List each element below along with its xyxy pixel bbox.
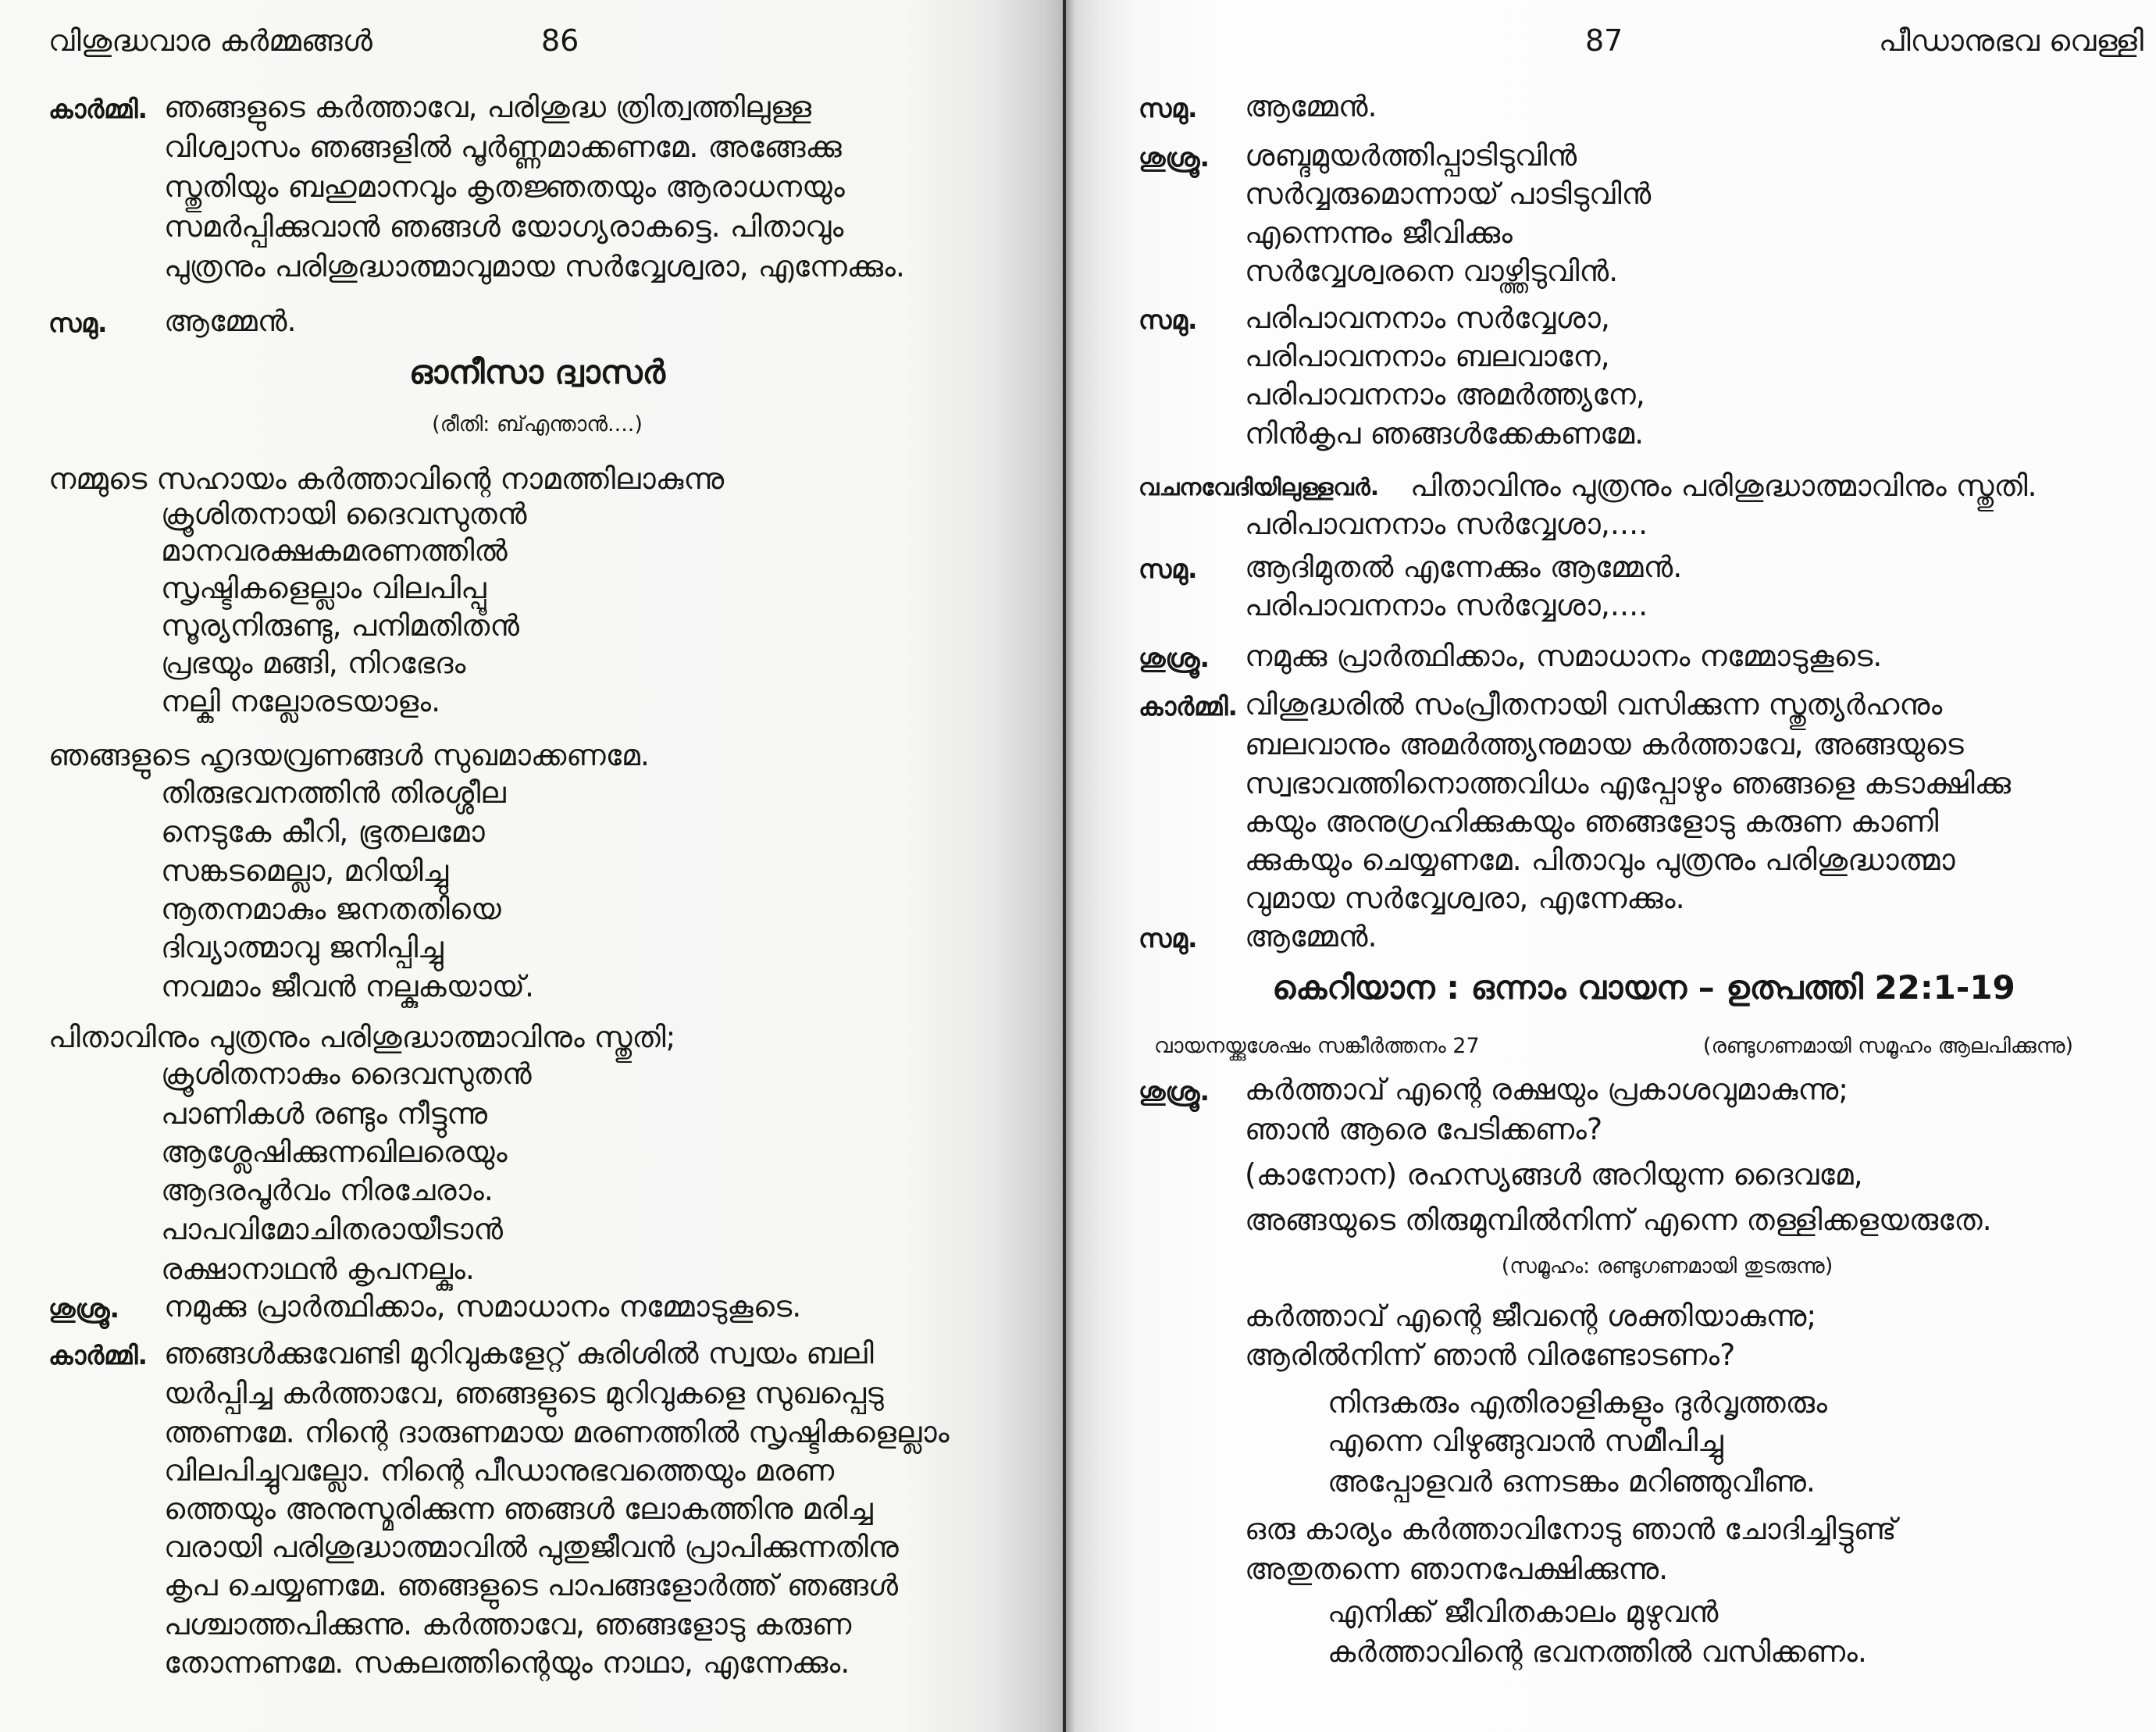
response-line: ആമ്മേൻ. [1245, 919, 1377, 953]
speaker-label-congregation: സമു. [1139, 305, 1198, 335]
psalm-line: കർത്താവിന്റെ ഭവനത്തിൽ വസിക്കണം. [1327, 1634, 1867, 1669]
hymn-line: സങ്കടമെല്ലാ, മറിയിച്ചു [161, 854, 449, 888]
chant-line: പരിപാവനനാം സർവ്വേശാ,.... [1245, 507, 1648, 541]
prayer-line: വരായി പരിശുദ്ധാത്മാവിൽ പുതുജീവൻ പ്രാപിക്കുന്നതിനു [164, 1530, 899, 1564]
hymn-line: നെടുകേ കീറി, ഭൂതലമോ [161, 814, 485, 849]
hymn-line: ക്രൂശിതനായി ദൈവസുതൻ [161, 497, 527, 531]
prayer-line: ത്തെയും അനുസ്മരിക്കുന്ന ഞങ്ങൾ ലോകത്തിനു മരിച്ച [164, 1491, 873, 1526]
page-number-right: 87 [1585, 23, 1623, 58]
psalm-line: കർത്താവ് എന്റെ ജീവന്റെ ശക്തിയാകുന്നു; [1245, 1299, 1817, 1333]
hymn-refrain: ഞങ്ങളുടെ ഹൃദയവ്രണങ്ങൾ സുഖമാക്കണമേ. [48, 738, 650, 772]
chant-line: പരിപാവനനാം ബലവാനേ, [1245, 339, 1610, 373]
prayer-line: സമർപ്പിക്കുവാൻ ഞങ്ങൾ യോഗ്യരാകട്ടെ. പിതാവും [164, 209, 844, 244]
prayer-line: ഞങ്ങളുടെ കർത്താവേ, പരിശുദ്ധ ത്രിത്വത്തിലുള്ള [164, 90, 812, 124]
chant-line: പരിപാവനനാം അമർത്ത്യനേ, [1245, 377, 1645, 412]
prayer-line: ഞങ്ങൾക്കുവേണ്ടി മുറിവുകളേറ്റ് കുരിശിൽ സ്വയം ബലി [164, 1336, 874, 1370]
psalm-line: ആരിൽനിന്ന് ഞാൻ വിരണ്ടോടണം? [1245, 1338, 1736, 1372]
hymn-line: ആശ്ലേഷിക്കുന്നഖിലരെയും [161, 1135, 508, 1169]
prayer-line: വിശുദ്ധരിൽ സംപ്രീതനായി വസിക്കുന്ന സ്തുത്യർഹനും [1245, 687, 1943, 722]
hymn-line: രക്ഷാനാഥൻ കൃപനല്കും. [161, 1252, 475, 1286]
speaker-label-congregation: സമു. [1139, 923, 1198, 953]
psalm-line: എന്നെ വിഴുങ്ങുവാൻ സമീപിച്ചു [1327, 1424, 1723, 1458]
prayer-line: വിശ്വാസം ഞങ്ങളിൽ പൂർണ്ണമാക്കണമേ. അങ്ങേക്കു [164, 130, 842, 164]
speaker-label-congregation: സമു. [1139, 554, 1198, 584]
hymn-line: നൂതനമാകും ജനതതിയെ [161, 892, 501, 926]
chant-line: പിതാവിനും പുത്രനും പരിശുദ്ധാത്മാവിനും സ്തുതി. [1410, 469, 2037, 503]
prayer-line: വിലപിച്ചുവല്ലോ. നിന്റെ പീഡാനുഭവത്തെയും മരണ [164, 1453, 835, 1488]
psalm-line: അപ്പോളവർ ഒന്നടങ്കം മറിഞ്ഞുവീണു. [1327, 1464, 1816, 1499]
speaker-label-deacon: ശുശ്രൂ. [1139, 1076, 1210, 1107]
speaker-label-lectern: വചനവേദിയിലുള്ളവർ. [1139, 474, 1380, 501]
psalm-note: വായനയ്ക്കുശേഷം സങ്കീർത്തനം 27 [1154, 1034, 1480, 1058]
chant-line: സർവ്വരുമൊന്നായ് പാടിടുവിൻ [1245, 176, 1652, 211]
continuation-note: (സമൂഹം: രണ്ടുഗണമായി തുടരുന്നു) [1501, 1254, 1833, 1278]
response-line: ആമ്മേൻ. [1245, 89, 1377, 123]
prayer-line: യർപ്പിച്ച കർത്താവേ, ഞങ്ങളുടെ മുറിവുകളെ സുഖപ്പെടു [164, 1376, 884, 1410]
prayer-line: ത്തണമേ. നിന്റെ ദാരുണമായ മരണത്തിൽ സൃഷ്ടികളെല്ലാം [164, 1415, 950, 1449]
hymn-line: പ്രഭയും മങ്ങി, നിറഭേദം [161, 646, 466, 680]
hymn-line: ആദരപൂർവം നിരചേരാം. [161, 1173, 494, 1207]
speaker-label-celebrant: കാർമ്മി. [1139, 691, 1238, 722]
prayer-line: വുമായ സർവ്വേശ്വരാ, എന്നേക്കും. [1245, 881, 1685, 915]
chant-line: പരിപാവനനാം സർവ്വേശാ,.... [1245, 588, 1648, 622]
reading-title: കെറിയാന : ഒന്നാം വായന – ഉത്പത്തി 22:1-19 [1272, 968, 2015, 1007]
chant-line: സർവ്വേശ്വരനെ വാഴ്ത്തിടുവിൻ. [1245, 254, 1619, 288]
hymn-line: തിരുഭവനത്തിൻ തിരശ്ശീല [161, 775, 506, 810]
hymn-refrain: നമ്മുടെ സഹായം കർത്താവിന്റെ നാമത്തിലാകുന്നു [48, 462, 725, 496]
psalm-line: നിന്ദകരും എതിരാളികളും ദുർവൃത്തരും [1327, 1385, 1827, 1420]
psalm-instruction: (രണ്ടുഗണമായി സമൂഹം ആലപിക്കുന്നു) [1702, 1034, 2073, 1058]
speaker-label-congregation: സമു. [48, 308, 108, 338]
chant-line: പരിപാവനനാം സർവ്വേശാ, [1245, 301, 1610, 335]
page-number-left: 86 [541, 23, 579, 58]
hymn-refrain: പിതാവിനും പുത്രനും പരിശുദ്ധാത്മാവിനും സ്തുതി; [48, 1020, 676, 1054]
psalm-line: കർത്താവ് എന്റെ രക്ഷയും പ്രകാശവുമാകുന്നു; [1245, 1072, 1849, 1107]
prayer-line: ക്കുകയും ചെയ്യണമേ. പിതാവും പുത്രനും പരിശുദ്ധാത്മാ [1245, 843, 1955, 877]
response-line: ആമ്മേൻ. [164, 304, 297, 338]
hymn-tune: (രീതി: ബ്എന്താൻ....) [432, 412, 643, 437]
running-header-left: വിശുദ്ധവാര കർമ്മങ്ങൾ [48, 23, 372, 58]
speaker-label-deacon: ശുശ്രൂ. [48, 1293, 120, 1324]
psalm-line: ഒരു കാര്യം കർത്താവിനോടു ഞാൻ ചോദിച്ചിട്ടുണ്ട് [1245, 1512, 1897, 1546]
prayer-line: കൃപ ചെയ്യണമേ. ഞങ്ങളുടെ പാപങ്ങളോർത്ത് ഞങ്ങൾ [164, 1568, 899, 1602]
prayer-line: സ്വഭാവത്തിനൊത്തവിധം എപ്പോഴും ഞങ്ങളെ കടാക്ഷിക്കു [1245, 766, 2011, 800]
psalm-line: അങ്ങയുടെ തിരുമുമ്പിൽനിന്ന് എന്നെ തള്ളിക്കളയരുതേ. [1245, 1203, 1992, 1237]
hymn-line: ക്രൂശിതനാകും ദൈവസുതൻ [161, 1057, 532, 1091]
psalm-line: അതുതന്നെ ഞാനപേക്ഷിക്കുന്നു. [1245, 1552, 1669, 1586]
hymn-line: മാനവരക്ഷകമരണത്തിൽ [161, 533, 508, 568]
chant-line: എന്നെന്നും ജീവിക്കും [1245, 216, 1513, 250]
hymn-line: സൂര്യനിരുണ്ടു, പനിമതിതൻ [161, 608, 519, 643]
prayer-line: ബലവാനും അമർത്ത്യനുമായ കർത്താവേ, അങ്ങയുടെ [1245, 727, 1964, 761]
prayer-line: പശ്ചാത്തപിക്കുന്നു. കർത്താവേ, ഞങ്ങളോടു കരുണ [164, 1607, 852, 1641]
running-header-right: പീഡാനുഭവ വെള്ളി [1878, 23, 2144, 58]
prayer-line: തോന്നണമേ. സകലത്തിന്റെയും നാഥാ, എന്നേക്കും. [164, 1645, 850, 1680]
hymn-line: നല്കി നല്ലോരടയാളം. [161, 684, 441, 718]
prayer-line: നമുക്കു പ്രാർത്ഥിക്കാം, സമാധാനം നമ്മോടുകൂടെ. [1245, 639, 1883, 673]
hymn-line: ദിവ്യാത്മാവു ജനിപ്പിച്ചു [161, 930, 444, 964]
hymn-line: പാണികൾ രണ്ടും നീട്ടുന്നു [161, 1096, 487, 1131]
prayer-line: കയും അനുഗ്രഹിക്കുകയും ഞങ്ങളോടു കരുണ കാണി [1245, 804, 1939, 839]
prayer-line: പുത്രനും പരിശുദ്ധാത്മാവുമായ സർവ്വേശ്വരാ, എന്നേക്കും. [164, 249, 905, 283]
speaker-label-celebrant: കാർമ്മി. [48, 94, 148, 124]
psalm-line: ഞാൻ ആരെ പേടിക്കണം? [1245, 1112, 1603, 1146]
chant-line: ശബ്ദമുയർത്തിപ്പാടിടുവിൻ [1245, 138, 1577, 173]
hymn-title: ഓനീസാ ദ്വാസർ [409, 353, 665, 391]
speaker-label-celebrant: കാർമ്മി. [48, 1340, 148, 1370]
chant-line: ആദിമുതൽ എന്നേക്കും ആമ്മേൻ. [1245, 550, 1683, 584]
hymn-line: നവമാം ജീവൻ നല്കുകയായ്. [161, 969, 535, 1003]
hymn-line: പാപവിമോചിതരായീടാൻ [161, 1212, 503, 1246]
prayer-line: സ്തുതിയും ബഹുമാനവും കൃതജ്ഞതയും ആരാധനയും [164, 169, 845, 204]
speaker-label-deacon: ശുശ്രൂ. [1139, 643, 1210, 673]
hymn-line: സൃഷ്ടികളെല്ലാം വിലപിപ്പൂ [161, 571, 486, 605]
prayer-line: നമുക്കു പ്രാർത്ഥിക്കാം, സമാധാനം നമ്മോടുകൂടെ. [164, 1289, 802, 1324]
psalm-line: (കാനോന) രഹസ്യങ്ങൾ അറിയുന്ന ദൈവമേ, [1245, 1157, 1863, 1192]
speaker-label-congregation: സമു. [1139, 93, 1198, 123]
speaker-label-deacon: ശുശ്രൂ. [1139, 142, 1210, 173]
left-page [0, 0, 1066, 1732]
psalm-line: എനിക്ക് ജീവിതകാലം മുഴുവൻ [1327, 1595, 1719, 1629]
chant-line: നിൻകൃപ ഞങ്ങൾക്കേകണമേ. [1245, 416, 1645, 451]
